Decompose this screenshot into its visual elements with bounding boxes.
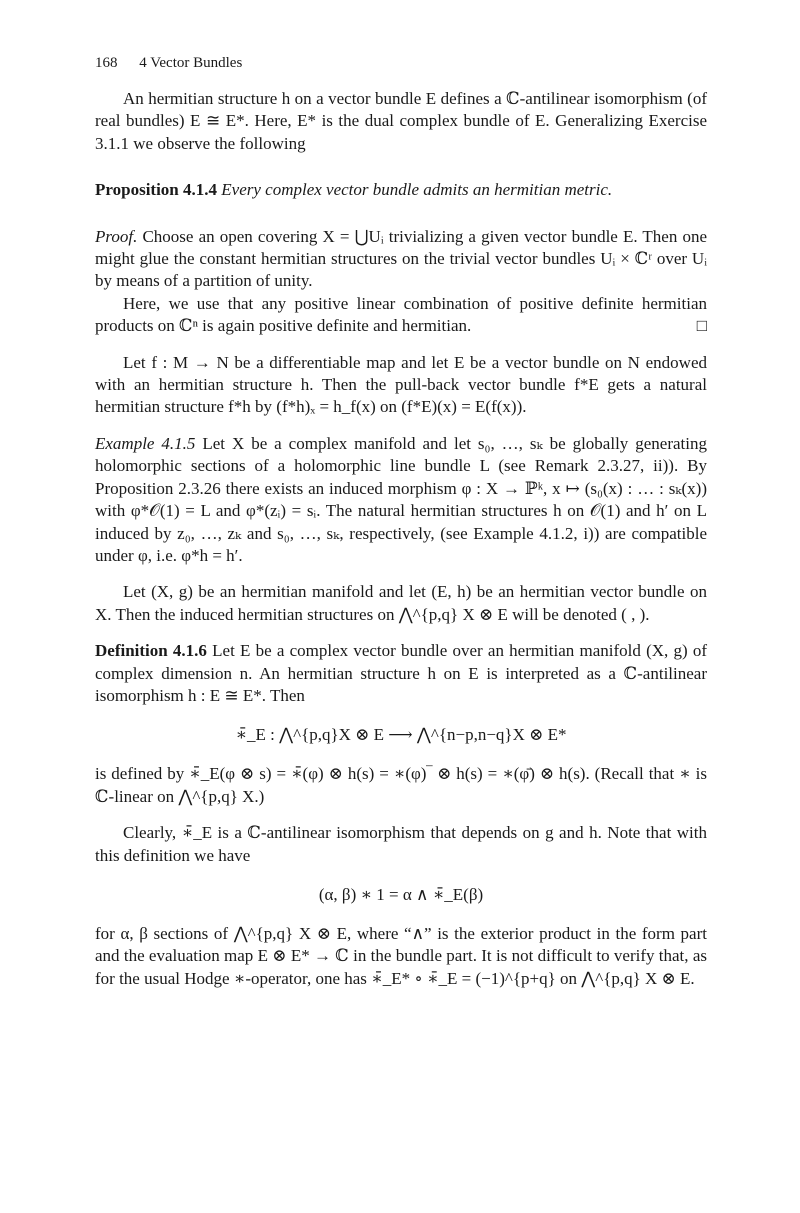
page <box>95 55 707 990</box>
proposition-text: Every complex vector bundle admits an hermitian metric. <box>221 180 613 200</box>
paragraph-pullback: Let f : M → N be a differentiable map and let E be a vector bundle on N endowed with an hermitian structure h. Then the pull-back vector bundle f*E gets a natural hermitian structure f*h by (f*h)ₓ = h_f(x) on (f*E)(x) = E(f(x)). <box>95 352 707 417</box>
paragraph-antilinear: Clearly, ∗̄_E is a ℂ-antilinear isomorphism that depends on g and h. Note that with this definition we have <box>95 823 707 865</box>
paragraph-intro: An hermitian structure h on a vector bundle E defines a ℂ-antilinear isomorphism (of real bundles) E ≅ E*. Here, E* is the dual complex bundle of E. Generalizing Exercise 3.1.1 we observe the following <box>95 89 707 153</box>
page-number: 168 <box>95 55 118 71</box>
proof-text: Choose an open covering X = ⋃Uᵢ trivializing a given vector bundle E. Then one might glue the constant hermitian structures on the trivial vector bundles Uᵢ × ℂʳ over Uᵢ by means of a partition of unity. <box>95 226 708 291</box>
display-equation-star-operator: ∗̄_E : ⋀^{p,q}X ⊗ E ⟶ ⋀^{n−p,n−q}X ⊗ E* <box>235 725 567 745</box>
chapter-title: 4 Vector Bundles <box>139 55 243 71</box>
proposition <box>95 179 707 201</box>
running-head <box>95 55 707 72</box>
definition-text: Let E be a complex vector bundle over an hermitian manifold (X, g) of complex dimension n. An hermitian structure h on E is interpreted as a ℂ-antilinear isomorphism h : E ≅ E*. Then <box>95 641 708 705</box>
example-text: Let X be a complex manifold and let s₀, …, sₖ be globally generating holomorphic sections of a holomorphic line bundle L (see Remark 2.3.27, ii)). By Proposition 2.3.26 there exists an induced morphism φ : X → ℙᵏ, x ↦ (s₀(x) : … : sₖ(x)) with φ*𝒪(1) = L and φ*(zᵢ) = sᵢ. The natural hermitian structures h on 𝒪(1) and h′ on L induced by z₀, …, zₖ and s₀, …, sₖ, respectively, (see Example 4.1.2, i)) are compatible under φ, i.e. φ*h = h′. <box>95 433 707 565</box>
definition <box>95 640 707 707</box>
proof-continuation <box>95 293 707 338</box>
paragraph-sections: for α, β sections of ⋀^{p,q} X ⊗ E, where “∧” is the exterior product in the form part and the evaluation map E ⊗ E* → ℂ in the bundle part. It is not difficult to verify that, as for the usual Hodge ∗-operator, one has ∗̄_E* ∘ ∗̄_E = (−1)^{p+q} on ⋀^{p,q} X ⊗ E. <box>95 923 707 988</box>
proof-text-2: Here, we use that any positive linear combination of positive definite hermitian products on ℂⁿ is again positive definite and hermitian. <box>95 293 707 336</box>
example <box>95 433 707 567</box>
qed-symbol: □ <box>696 316 707 336</box>
proposition-label: Proposition 4.1.4 <box>95 180 218 200</box>
paragraph-definition-continued: is defined by ∗̄_E(φ ⊗ s) = ∗̄(φ) ⊗ h(s) = ∗(φ)‾ ⊗ h(s) = ∗(φ̄) ⊗ h(s). (Recall that ∗ is ℂ-linear on ⋀^{p,q} X.) <box>95 764 707 806</box>
definition-label: Definition 4.1.6 <box>95 641 207 661</box>
proof-label: Proof. <box>95 226 138 246</box>
paragraph-hermitian-manifold: Let (X, g) be an hermitian manifold and let (E, h) be an hermitian vector bundle on X. Then the induced hermitian structures on ⋀^{p,q} X ⊗ E will be denoted ( , ). <box>95 582 707 624</box>
example-label: Example 4.1.5 <box>95 433 196 453</box>
proof-paragraph <box>95 226 707 293</box>
display-equation-inner-product: (α, β) ∗ 1 = α ∧ ∗̄_E(β) <box>318 884 484 904</box>
